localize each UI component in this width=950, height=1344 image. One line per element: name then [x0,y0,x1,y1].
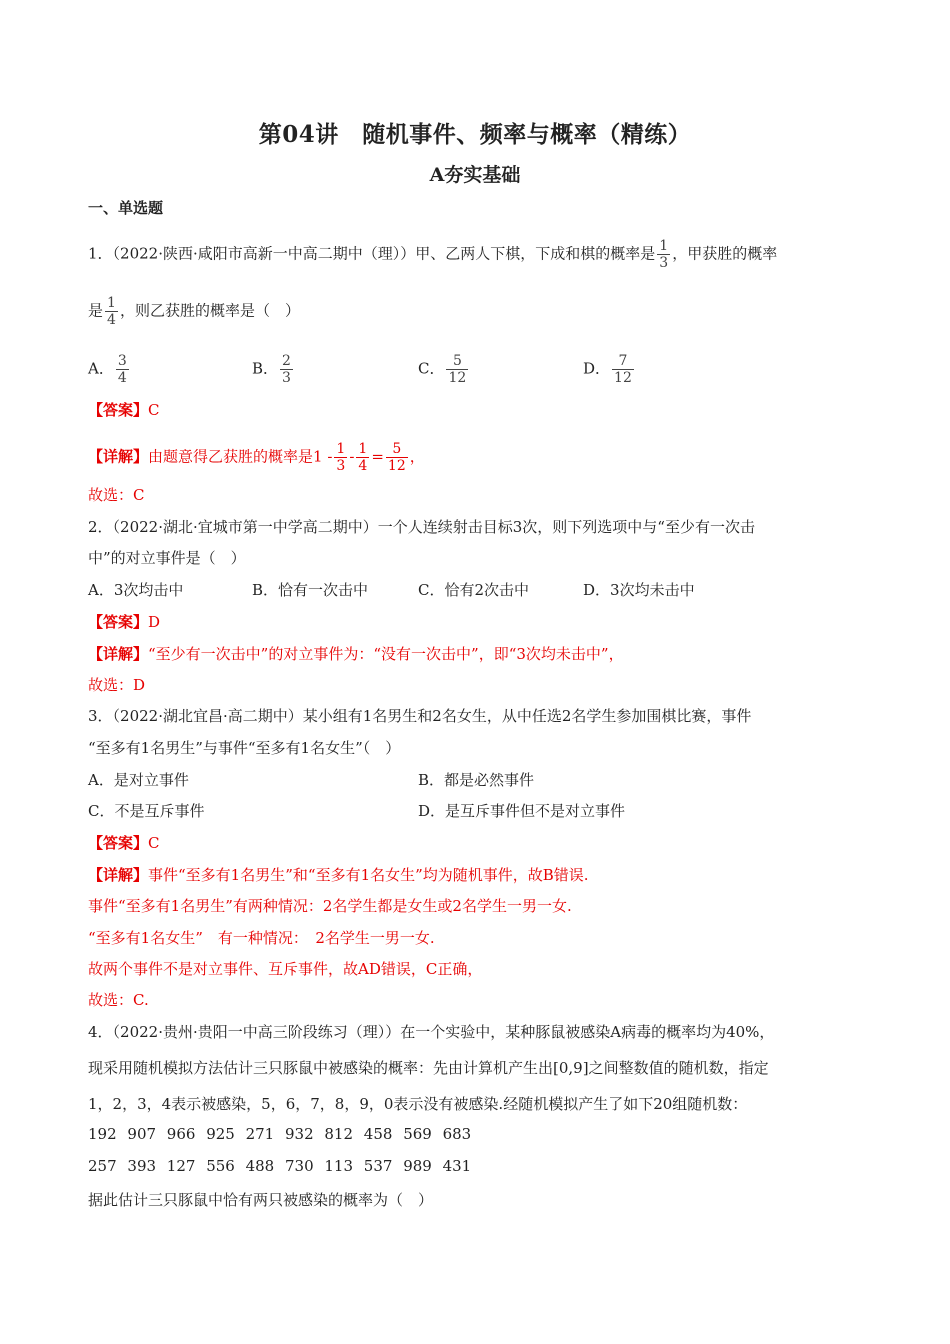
q1-line1 [88,238,777,271]
q1-option-d: D． $\frac{7}{12}$ [583,353,632,386]
q3-detail-4: 故两个事件不是对立事件、互斥事件，故AD错误，C正确， [88,960,483,978]
q1-option-a: A． $\frac{3}{4}$ [88,353,127,386]
q1-choice: 故选：C [88,486,145,504]
section-heading: 一、单选题 [88,199,164,217]
q2-option-a: A．3次均击中 [88,581,184,599]
q4-line2: 现采用随机模拟方法估计三只豚鼠中被感染的概率：先由计算机产生出[0,9]之间整数值的随机数，指定 [88,1059,769,1077]
q3-detail-2: 事件“至多有1名男生”有两种情况：2名学生都是女生或2名学生一男一女. [88,897,572,915]
q1-detail: 【详解】由题意得乙获胜的概率是1 - $\frac{1}{3}$ - $\frac{1}{4}$ = $\frac{5}{12}$ ， [88,441,425,474]
q3-choice: 故选：C. [88,991,149,1009]
q1-frac-b: $\frac{1}{4}$ [107,295,116,328]
q4-line3: 1，2，3，4表示被感染，5，6，7，8，9，0表示没有被感染.经随机模拟产生了如下20组随机数： [88,1095,748,1113]
q3-detail: 【详解】事件“至多有1名男生”和“至多有1名女生”均为随机事件，故B错误. [88,866,589,884]
q2-line1: 2．（2022·湖北·宜城市第一中学高二期中）一个人连续射击目标3次，则下列选项中与“至少有一次击 [88,518,755,536]
q1-option-c: C． $\frac{5}{12}$ [418,353,467,386]
q3-answer: 【答案】C [88,834,160,852]
q1-answer: 【答案】C [88,401,160,419]
q2-detail: 【详解】“至少有一次击中”的对立事件为：“没有一次击中”，即“3次均未击中”， [88,645,624,663]
q4-line4: 据此估计三只豚鼠中恰有两只被感染的概率为（ ） [88,1191,434,1209]
q1-middle: ，甲获胜的概率 [672,244,778,263]
page-subtitle: A夯实基础 [429,164,521,186]
q3-option-c: C．不是互斥事件 [88,802,205,820]
q1-line2: 是 $\frac{1}{4}$ ，则乙获胜的概率是（ ） [88,295,300,328]
page-title: 第04讲 随机事件、频率与概率（精练） [258,121,692,148]
q4-line1: 4．（2022·贵州·贵阳一中高三阶段练习（理））在一个实验中，某种豚鼠被感染A病毒的概率均为40%， [88,1023,775,1041]
q3-option-d: D．是互斥事件但不是对立事件 [418,802,626,820]
q1-prefix: 1．（2022·陕西·咸阳市高新一中高二期中（理））甲、乙两人下棋，下成和棋的概率是 [88,244,656,263]
q1-frac-a: $\frac{1}{3}$ [659,238,669,271]
q2-line2: 中”的对立事件是（ ） [88,549,246,567]
q4-random-row-2: 257 393 127 556 488 730 113 537 989 431 [88,1157,472,1175]
q1-option-b: B． $\frac{2}{3}$ [252,353,291,386]
q3-line1: 3．（2022·湖北宜昌·高二期中）某小组有1名男生和2名女生，从中任选2名学生参加围棋比赛，事件 [88,707,752,725]
q2-choice: 故选：D [88,676,146,694]
q3-option-b: B．都是必然事件 [418,771,535,789]
q3-option-a: A．是对立事件 [88,771,189,789]
q2-option-c: C．恰有2次击中 [418,581,530,599]
q2-option-d: D．3次均未击中 [583,581,695,599]
q3-line2: “至多有1名男生”与事件“至多有1名女生”（ ） [88,739,401,757]
q3-detail-3: “至多有1名女生” 有一种情况： 2名学生一男一女. [88,929,435,947]
q4-random-row-1: 192 907 966 925 271 932 812 458 569 683 [88,1125,472,1143]
q2-option-b: B．恰有一次击中 [252,581,369,599]
q2-answer: 【答案】D [88,613,161,631]
